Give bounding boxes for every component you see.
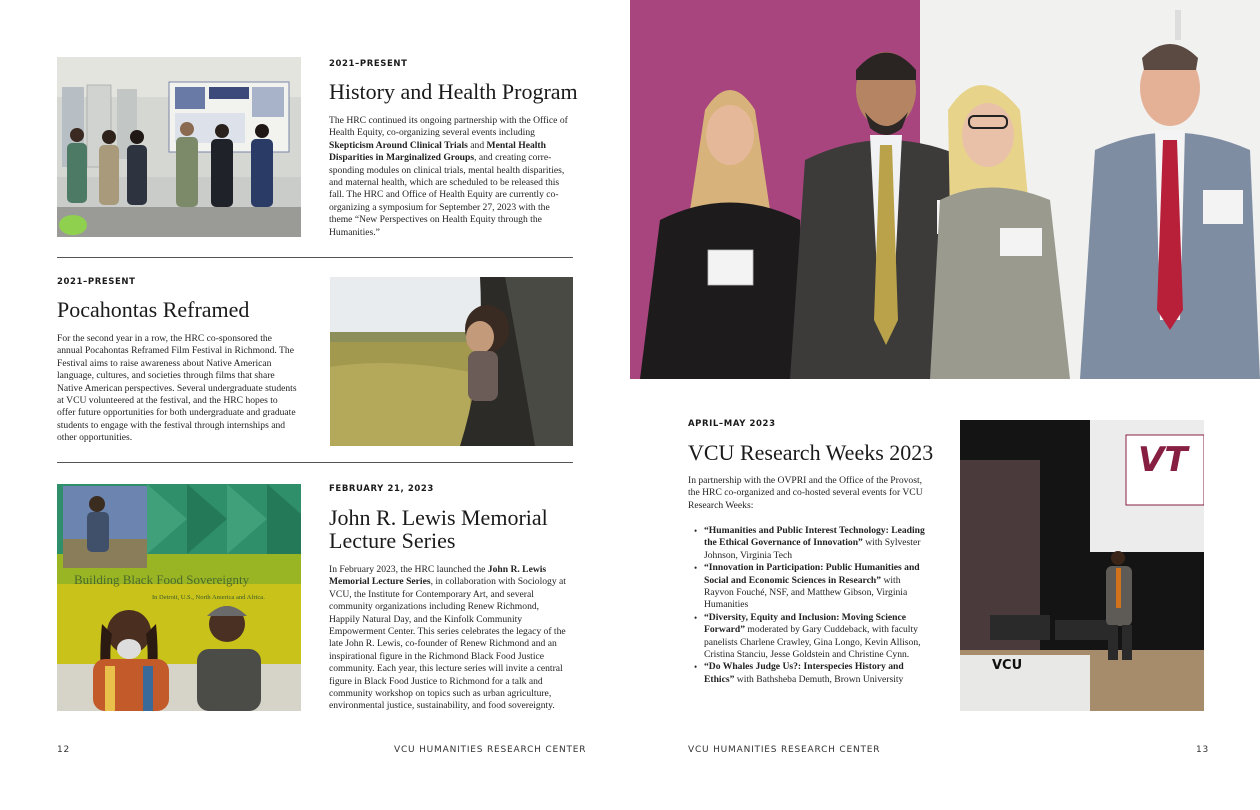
research-weeks-group-photo [630,0,1260,379]
list-item: • “Do Whales Judge Us?: Interspecies History and Ethics” with Bathsheba Demuth, Brown University [688,661,932,686]
title-pocahontas: Pocahontas Reframed [57,297,250,322]
poster-title: Building Black Food Sovereignty [74,572,250,587]
running-title-right: VCU HUMANITIES RESEARCH CENTER [688,745,881,755]
screen-logo: VT [1138,440,1188,480]
list-item: • “Innovation in Participation: Public Humanities and Social and Economic Sciences in Research” with Rayvon Fouché, NSF, and Matthew Gibson, Virginia Humanities [688,562,932,612]
right-page [630,0,1260,810]
poster-subtitle: In Detroit, U.S., North America and Africa. [152,594,265,601]
title-john-lewis: John R. Lewis Memorial Lecture Series [329,505,548,553]
body-history-health: The HRC continued its ongoing partnership with the Office of Health Equity, co-organizing several events including Skepticism Around Clinical Trials and Mental Health Disparities in Marginalized Groups, and creating corresponding modules on clinical trials, mental health disparities, and maternal health, which are scheduled to be released this fall. The HRC and Office of Health Equity are currently co-organizing a symposium for September 27, 2023 with the theme “New Perspectives on Health Equity through the Humanities.” [329,115,568,238]
kicker-research-weeks: APRIL–MAY 2023 [688,419,776,429]
black-food-sovereignty-photo [57,484,301,711]
kicker-john-lewis: FEBRUARY 21, 2023 [329,484,434,494]
page-number-right: 13 [1196,745,1210,755]
list-item: • “Diversity, Equity and Inclusion: Moving Science Forward” moderated by Gary Cuddeback, with faculty panelists Charlene Crawley, Gina Longo, Kevin Allison, Cristina Stanciu, Jesse Goldstein and Christine Cynn. [688,612,932,662]
title-research-weeks: VCU Research Weeks 2023 [688,440,934,465]
pocahontas-film-still [330,277,573,446]
page-number-left: 12 [57,745,71,755]
podium-logo: VCU [992,658,1023,673]
health-program-group-photo [57,57,301,237]
kicker-pocahontas: 2021–PRESENT [57,277,136,287]
body-john-lewis: In February 2023, the HRC launched the John R. Lewis Memorial Lecture Series, in collaboration with Sociology at VCU, the Institute for Contemporary Art, and several community organizations including Renew Richmond, Happily Natural Day, and the Kinfolk Community Empowerment Center. This series celebrates the legacy of the late John R. Lewis, co-founder of Renew Richmond and an inspirational figure in the Richmond Black Food Justice community. Each year, this lecture series will invite a central figure in Black Food Justice to Richmond for a talk and community workshop on topics such as urban agriculture, environmental justice, sustainability, and food sovereignty. [329,564,566,712]
list-item: • “Humanities and Public Interest Technology: Leading the Ethical Governance of Innovation” with Sylvester Johnson, Virginia Tech [688,525,932,562]
research-weeks-events-list [688,525,932,686]
research-weeks-lecture-photo [960,420,1204,711]
title-history-health: History and Health Program [329,79,578,104]
body-research-weeks-intro: In partnership with the OVPRI and the Office of the Provost, the HRC co-organized and co-hosted several events for VCU Research Weeks: [688,475,923,511]
section-divider [57,257,573,258]
kicker-history-health: 2021–PRESENT [329,59,408,69]
section-divider [57,462,573,463]
body-pocahontas: For the second year in a row, the HRC co-sponsored the annual Pocahontas Reframed Film Festival in Richmond. The Festival aims to raise awareness about Native American language, cultures, and societies through films that share Native American perspectives. Several undergraduate students at VCU volunteered at the festival, and the HRC hopes to offer future opportunities for both undergraduate and graduate students to engage with the festival through internships and other opportunities. [57,333,297,444]
running-title-left: VCU HUMANITIES RESEARCH CENTER [394,745,587,755]
